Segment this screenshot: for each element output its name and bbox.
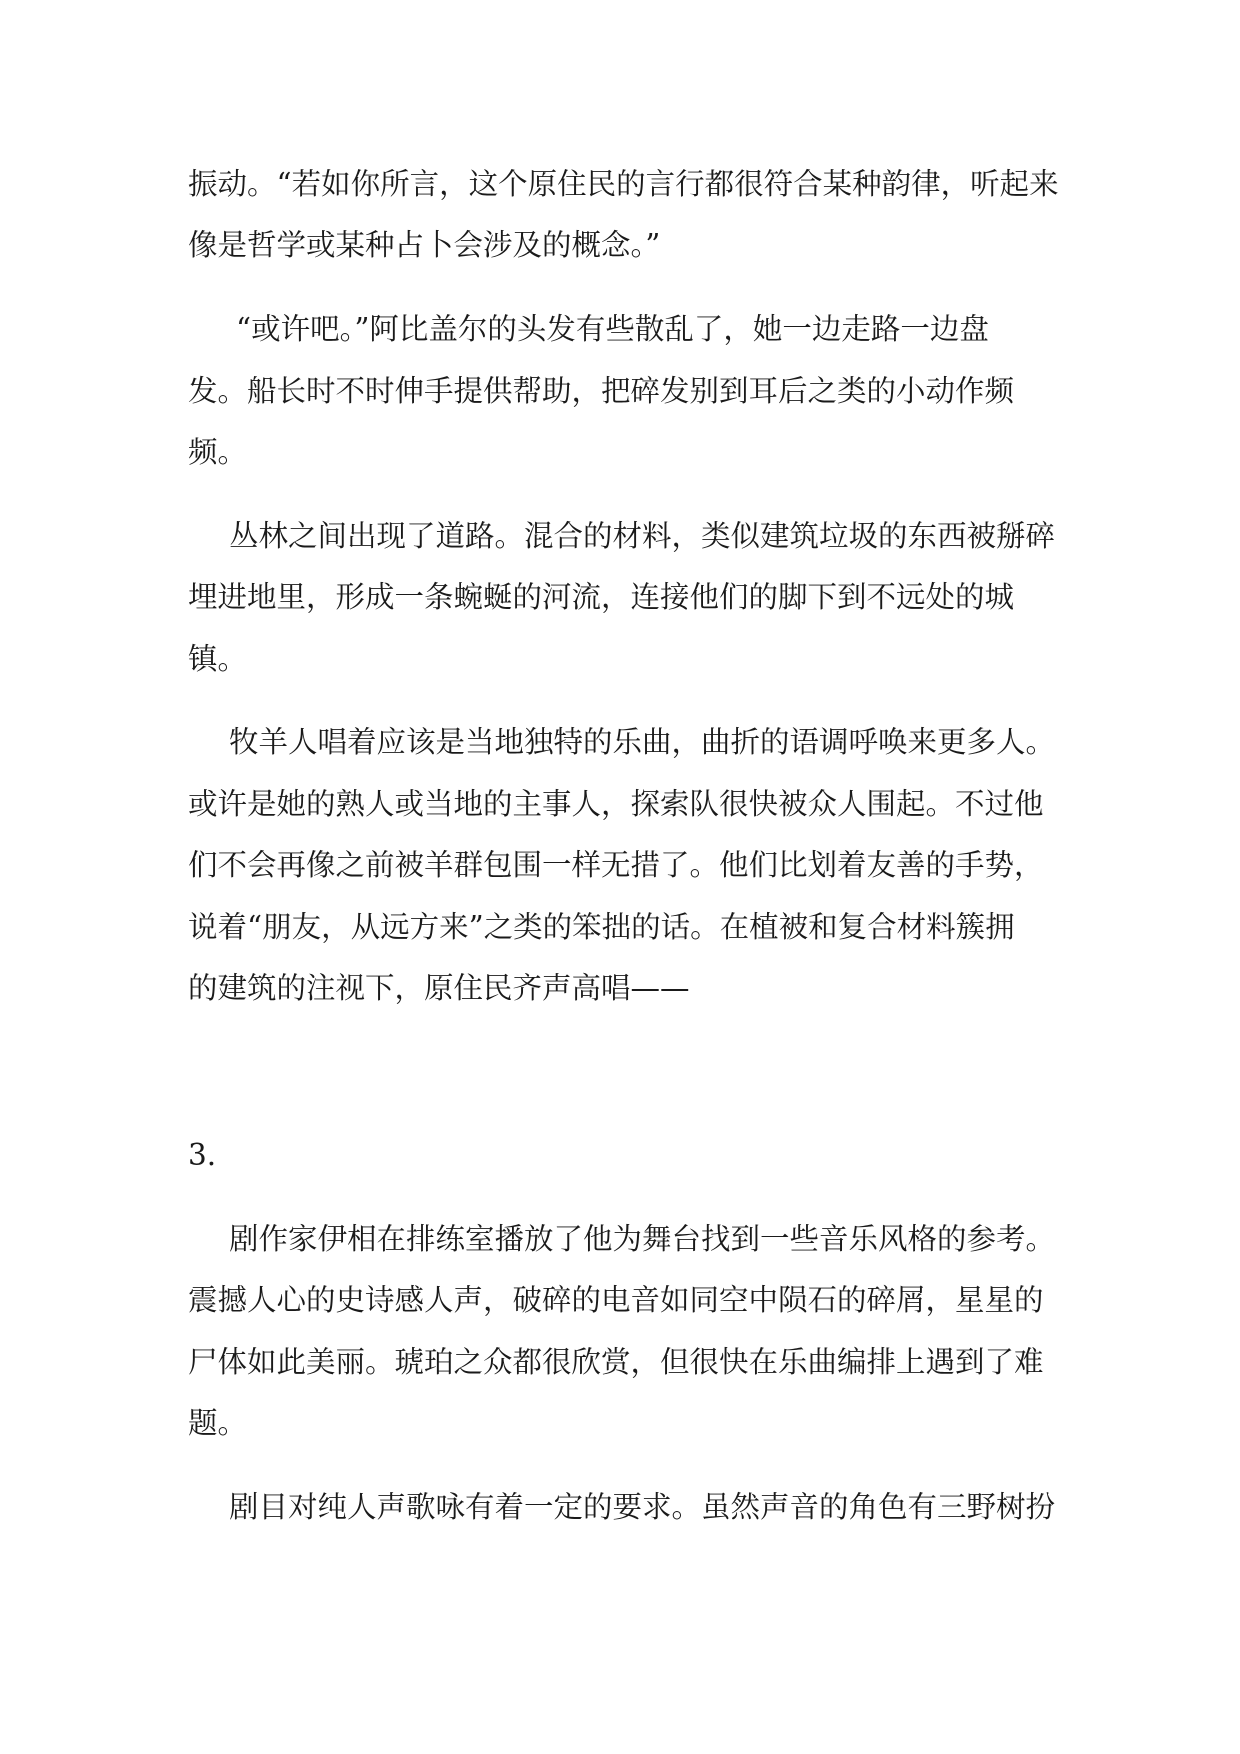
text-line: 振动。“若如你所言，这个原住民的言行都很符合某种韵律，听起来 xyxy=(188,167,1059,201)
text-line: 震撼人心的史诗感人声，破碎的电音如同空中陨石的碎屑，星星的 xyxy=(188,1283,1044,1317)
text-line: 牧羊人唱着应该是当地独特的乐曲，曲折的语调呼唤来更多人。 xyxy=(229,725,1056,759)
text-line: 的建筑的注视下，原住民齐声高唱—— xyxy=(188,971,690,1005)
text-line: 题。 xyxy=(188,1406,248,1440)
text-line: 像是哲学或某种占卜会涉及的概念。” xyxy=(188,228,661,262)
text-line: 剧作家伊相在排练室播放了他为舞台找到一些音乐风格的参考。 xyxy=(229,1222,1056,1256)
text-line: 们不会再像之前被羊群包围一样无措了。他们比划着友善的手势， xyxy=(188,848,1044,882)
text-line: 说着“朋友，从远方来”之类的笨拙的话。在植被和复合材料簇拥 xyxy=(188,910,1015,944)
text-line: 或许是她的熟人或当地的主事人，探索队很快被众人围起。不过他 xyxy=(188,787,1044,821)
section-number: 3. xyxy=(188,1138,217,1172)
text-line: 埋进地里，形成一条蜿蜒的河流，连接他们的脚下到不远处的城 xyxy=(188,580,1015,614)
text-line: “或许吧。”阿比盖尔的头发有些散乱了，她一边走路一边盘 xyxy=(236,312,989,346)
text-line: 镇。 xyxy=(188,642,248,676)
text-line: 丛林之间出现了道路。混合的材料，类似建筑垃圾的东西被掰碎 xyxy=(229,519,1056,553)
text-line: 频。 xyxy=(188,435,248,469)
text-line: 发。船长时不时伸手提供帮助，把碎发别到耳后之类的小动作频 xyxy=(188,374,1015,408)
text-line: 尸体如此美丽。琥珀之众都很欣赏，但很快在乐曲编排上遇到了难 xyxy=(188,1345,1044,1379)
text-line: 剧目对纯人声歌咏有着一定的要求。虽然声音的角色有三野树扮 xyxy=(229,1490,1056,1524)
